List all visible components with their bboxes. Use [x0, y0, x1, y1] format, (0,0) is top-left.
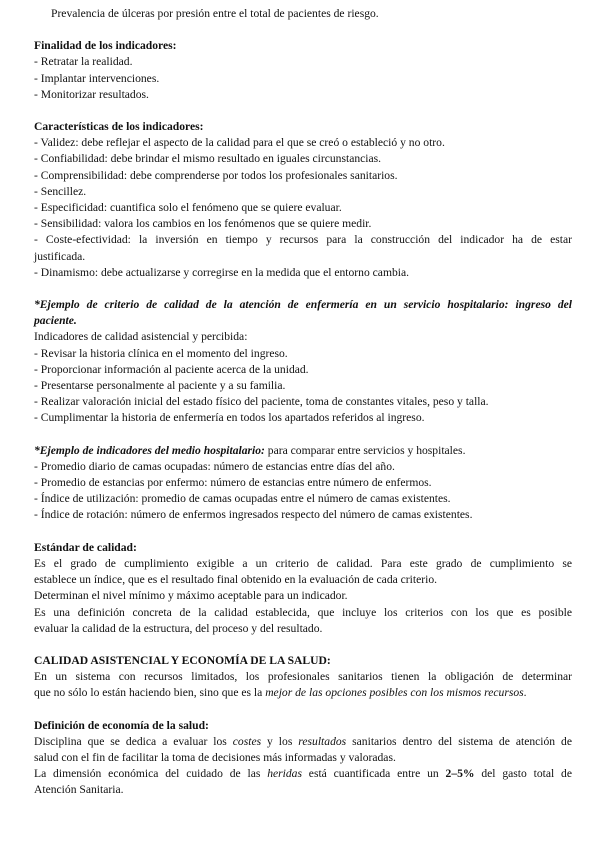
list-item-continuation: justificada.	[34, 249, 86, 263]
ejemplo-indicadores-title-rest: para comparar entre servicios y hospitales.	[264, 443, 466, 457]
caracteristicas-section	[34, 119, 572, 281]
list-item: - Índice de utilización: promedio de camas ocupadas entre el número de camas existentes.	[34, 492, 451, 506]
caracteristicas-heading: Características de los indicadores:	[34, 120, 204, 134]
list-item: - Confiabilidad: debe brindar el mismo resultado en iguales circunstancias.	[34, 152, 382, 166]
calidad-asistencial-section	[34, 653, 572, 702]
ejemplo-indicadores-section	[34, 443, 572, 524]
intro-text: Prevalencia de úlceras por presión entre el total de pacientes de riesgo.	[51, 7, 379, 20]
list-item: - Sencillez.	[34, 184, 87, 198]
paragraph-line: Determinan el nivel mínimo y máximo aceptable para un indicador.	[34, 589, 348, 603]
emphasis-text: heridas	[267, 767, 302, 781]
list-item: - Proporcionar información al paciente acerca de la unidad.	[34, 362, 309, 376]
paragraph-line: Atención Sanitaria.	[34, 783, 124, 797]
document-page	[34, 6, 572, 799]
list-item: - Revisar la historia clínica en el momento del ingreso.	[34, 346, 288, 360]
definicion-heading: Definición de economía de la salud:	[34, 718, 209, 732]
paragraph-line	[34, 685, 572, 701]
list-item: - Coste-efectividad: la inversión en tiempo y recursos para la construcción del indicador ha de estar	[34, 233, 572, 247]
list-item: - Implantar intervenciones.	[34, 71, 160, 85]
list-item: - Promedio diario de camas ocupadas: número de estancias entre días del año.	[34, 459, 395, 473]
list-item: - Comprensibilidad: debe comprenderse por todos los profesionales sanitarios.	[34, 168, 398, 182]
estandar-section	[34, 540, 572, 637]
finalidad-heading: Finalidad de los indicadores:	[34, 39, 177, 53]
list-item: - Cumplimentar la historia de enfermería en todos los apartados referidos al ingreso.	[34, 411, 425, 425]
list-item: - Validez: debe reflejar el aspecto de la calidad para el que se creó o estableció y no otro.	[34, 136, 445, 150]
list-item: - Monitorizar resultados.	[34, 87, 149, 101]
paragraph-line	[34, 766, 572, 782]
list-item: - Dinamismo: debe actualizarse y corregirse en la medida que el entorno cambia.	[34, 265, 410, 279]
list-item: - Retratar la realidad.	[34, 55, 133, 69]
list-item: - Índice de rotación: número de enfermos ingresados respecto del número de camas existentes.	[34, 508, 473, 522]
ejemplo-criterio-section	[34, 297, 572, 427]
text-run: .	[523, 686, 527, 700]
ejemplo-indicadores-heading	[34, 443, 572, 459]
finalidad-section	[34, 38, 572, 103]
text-run: que no sólo lo están haciendo bien, sino que es la	[34, 686, 266, 700]
paragraph-line: evaluar la calidad de la estructura, del proceso y del resultado.	[34, 621, 323, 635]
text-run: sanitarios dentro del sistema de atención de	[346, 734, 572, 748]
text-run: del gasto total de	[474, 767, 572, 781]
list-item: - Sensibilidad: valora los cambios en los fenómenos que se quiere medir.	[34, 217, 372, 231]
text-run: Disciplina que se dedica a evaluar los	[34, 734, 233, 748]
paragraph-line: establece un índice, que es el resultado final obtenido en la evaluación de cada criterio.	[34, 573, 438, 587]
emphasis-text: resultados	[298, 734, 347, 748]
list-item: - Promedio de estancias por enfermo: número de estancias entre número de enfermos.	[34, 476, 432, 490]
list-item: - Presentarse personalmente al paciente y a su familia.	[34, 379, 286, 393]
ejemplo-indicadores-title: *Ejemplo de indicadores del medio hospitalario:	[34, 443, 265, 457]
list-item: - Especificidad: cuantifica solo el fenómeno que se quiere evaluar.	[34, 201, 342, 215]
estandar-heading: Estándar de calidad:	[34, 540, 137, 554]
calidad-asistencial-heading: CALIDAD ASISTENCIAL Y ECONOMÍA DE LA SALUD:	[34, 653, 331, 667]
paragraph-line: Es el grado de cumplimiento exigible a un criterio de calidad. Para este grado de cumplimiento se	[34, 556, 572, 570]
text-run: La dimensión económica del cuidado de las	[34, 767, 268, 781]
paragraph-line	[34, 734, 572, 750]
ejemplo-criterio-subtitle: Indicadores de calidad asistencial y percibida:	[34, 330, 248, 344]
emphasis-text: mejor de las opciones posibles con los mismos recursos	[265, 686, 524, 700]
text-run: y los	[261, 734, 299, 748]
percentage-text: 2–5%	[445, 767, 475, 781]
ejemplo-criterio-heading-cont: paciente.	[34, 314, 77, 328]
definicion-section	[34, 718, 572, 799]
paragraph-line: En un sistema con recursos limitados, los profesionales sanitarios tienen la obligación de determinar	[34, 670, 572, 684]
ejemplo-criterio-heading: *Ejemplo de criterio de calidad de la atención de enfermería en un servicio hospitalario: ingreso del	[34, 298, 572, 312]
emphasis-text: costes	[232, 734, 262, 748]
paragraph-line: salud con el fin de facilitar la toma de decisiones más informadas y valoradas.	[34, 750, 396, 764]
text-run: está cuantificada entre un	[301, 767, 446, 781]
paragraph-line: Es una definición concreta de la calidad establecida, que incluye los criterios con los que es posible	[34, 605, 572, 619]
list-item: - Realizar valoración inicial del estado físico del paciente, toma de constantes vitales, peso y talla.	[34, 395, 489, 409]
